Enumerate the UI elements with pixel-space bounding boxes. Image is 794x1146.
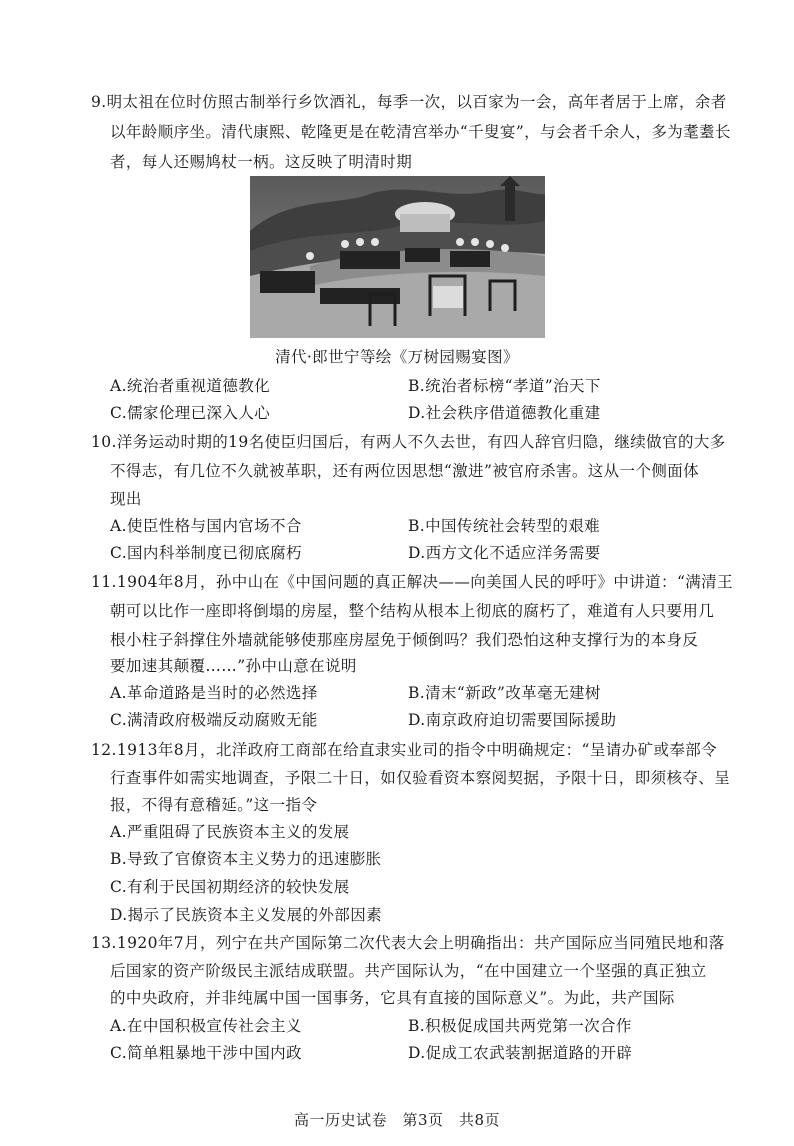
q10-line-3: 现出 xyxy=(110,490,142,508)
q10-option-c: C.国内科举制度已彻底腐朽 xyxy=(110,544,302,562)
q13-option-b: B.积极促成国共两党第一次合作 xyxy=(408,1017,632,1035)
q12-option-a: A.严重阻碍了民族资本主义的发展 xyxy=(110,823,350,841)
page-footer: 高一历史试卷 第3页 共8页 xyxy=(293,1111,501,1129)
q9-line-2: 以年龄顺序坐。清代康熙、乾隆更是在乾清宫举办“千叟宴”，与会者千余人，多为耄耋长 xyxy=(110,123,731,141)
q13-line-2: 后国家的资产阶级民主派结成联盟。共产国际认为，“在中国建立一个坚强的真正独立 xyxy=(110,962,707,980)
painting-image xyxy=(250,176,545,338)
q12-option-c: C.有利于民国初期经济的较快发展 xyxy=(110,878,350,896)
q13-option-c: C.简单粗暴地干涉中国内政 xyxy=(110,1044,302,1062)
q9-option-d: D.社会秩序借道德教化重建 xyxy=(408,404,601,422)
q11-option-c: C.满清政府极端反动腐败无能 xyxy=(110,711,318,729)
q12-line-2: 行查事件如需实地调查，予限二十日，如仅验看资本察阅契据，予限十日，即须核夺、呈 xyxy=(110,769,731,787)
q9-option-a: A.统治者重视道德教化 xyxy=(110,377,271,395)
painting-caption: 清代·郎世宁等绘《万树园赐宴图》 xyxy=(275,348,519,366)
q9-line-3: 者，每人还赐鸠杖一柄。这反映了明清时期 xyxy=(110,153,413,171)
q11-line-3: 根小柱子斜撑住外墙就能够使那座房屋免于倾倒吗？我们恐怕这种支撑行为的本身反 xyxy=(110,631,699,649)
q11-line-1: 11.1904年8月，孙中山在《中国问题的真正解决——向美国人民的呼吁》中讲道：“满清王 xyxy=(91,573,733,591)
q11-option-b: B.清末“新政”改革毫无建树 xyxy=(408,684,601,702)
q13-line-1: 13.1920年7月，列宁在共产国际第二次代表大会上明确指出：共产国际应当同殖民地和落 xyxy=(91,934,725,952)
q11-option-d: D.南京政府迫切需要国际援助 xyxy=(408,711,617,729)
q11-option-a: A.革命道路是当时的必然选择 xyxy=(110,684,318,702)
q9-option-c: C.儒家伦理已深入人心 xyxy=(110,404,271,422)
q13-option-d: D.促成工农武装割据道路的开辟 xyxy=(408,1044,633,1062)
q11-line-2: 朝可以比作一座即将倒塌的房屋，整个结构从根本上彻底的腐朽了，难道有人只要用几 xyxy=(110,602,715,620)
q13-line-3: 的中央政府，并非纯属中国一国事务，它具有直接的国际意义”。为此，共产国际 xyxy=(110,989,675,1007)
q12-line-1: 12.1913年8月，北洋政府工商部在给直隶实业司的指令中明确规定：“呈请办矿或奉部令 xyxy=(91,741,718,759)
banquet-painting xyxy=(250,176,545,338)
q10-option-d: D.西方文化不适应洋务需要 xyxy=(408,544,601,562)
q10-line-1: 10.洋务运动时期的19名使臣归国后，有两人不久去世，有四人辞官归隐，继续做官的大多 xyxy=(91,433,726,451)
q12-option-d: D.揭示了民族资本主义发展的外部因素 xyxy=(110,906,383,924)
q9-line-1: 9.明太祖在位时仿照古制举行乡饮酒礼，每季一次，以百家为一会，高年者居于上席，余者 xyxy=(91,93,727,111)
q10-line-2: 不得志，有几位不久就被革职，还有两位因思想“激进”被官府杀害。这从一个侧面体 xyxy=(110,462,700,480)
q9-option-b: B.统治者标榜“孝道”治天下 xyxy=(408,377,601,395)
q12-option-b: B.导致了官僚资本主义势力的迅速膨胀 xyxy=(110,850,382,868)
q11-line-4: 要加速其颠覆……”孙中山意在说明 xyxy=(110,657,357,675)
q12-line-3: 报，不得有意稽延。”这一指令 xyxy=(110,796,318,814)
q10-option-b: B.中国传统社会转型的艰难 xyxy=(408,517,601,535)
q10-option-a: A.使臣性格与国内官场不合 xyxy=(110,517,302,535)
q13-option-a: A.在中国积极宣传社会主义 xyxy=(110,1017,302,1035)
